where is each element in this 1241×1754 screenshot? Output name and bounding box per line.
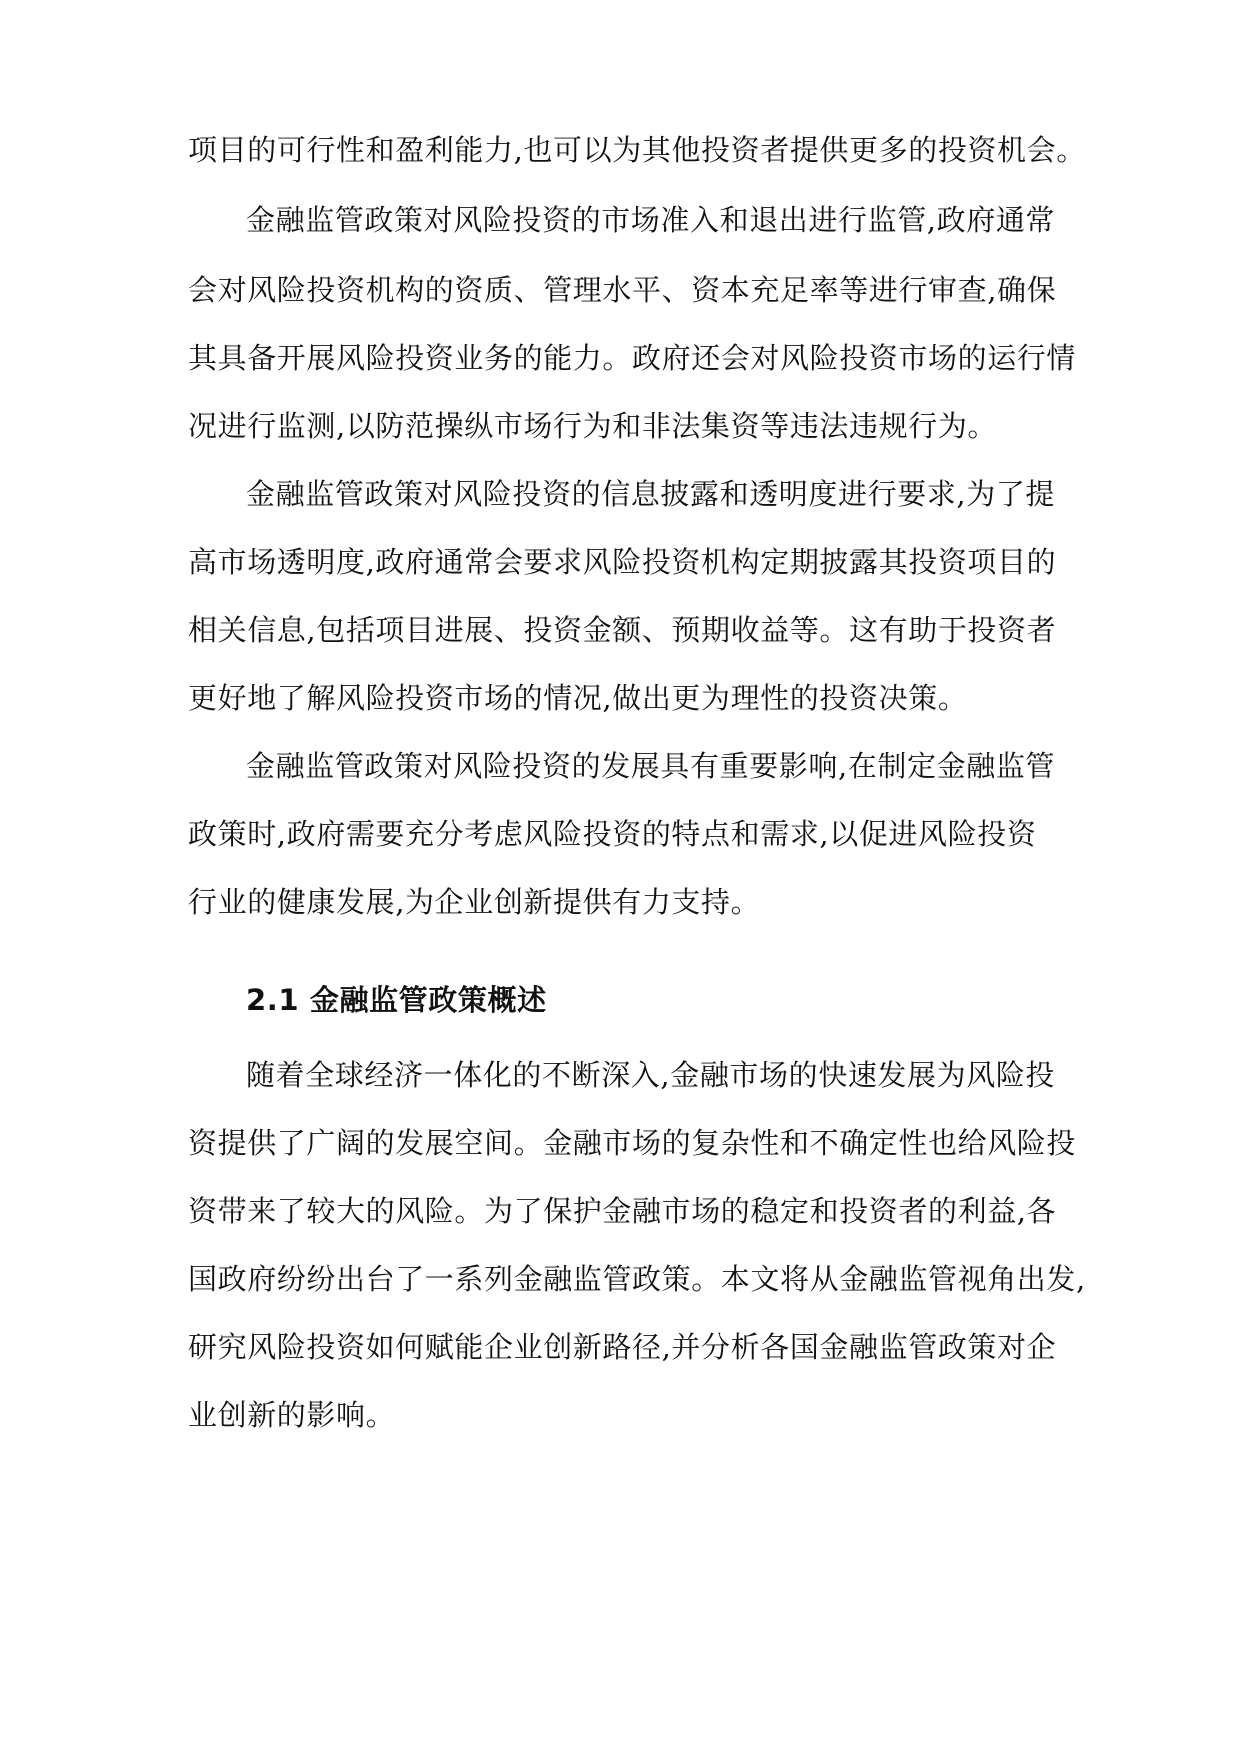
paragraph-line: 况进行监测,以防范操纵市场行为和非法集资等违法违规行为。: [188, 409, 998, 443]
paragraph-line: 资提供了广阔的发展空间。金融市场的复杂性和不确定性也给风险投: [188, 1126, 1077, 1160]
paragraph-line: 金融监管政策对风险投资的市场准入和退出进行监管,政府通常: [246, 203, 1056, 237]
paragraph-line: 金融监管政策对风险投资的信息披露和透明度进行要求,为了提: [246, 477, 1056, 511]
paragraph-line: 相关信息,包括项目进展、投资金额、预期收益等。这有助于投资者: [188, 613, 1057, 647]
paragraph-line: 行业的健康发展,为企业创新提供有力支持。: [188, 885, 761, 919]
section-heading: 2.1 金融监管政策概述: [246, 983, 547, 1017]
paragraph-line: 国政府纷纷出台了一系列金融监管政策。本文将从金融监管视角出发,: [188, 1262, 1086, 1296]
paragraph-line: 业创新的影响。: [188, 1398, 396, 1432]
paragraph-line: 项目的可行性和盈利能力,也可以为其他投资者提供更多的投资机会。: [188, 133, 1086, 167]
paragraph-line: 会对风险投资机构的资质、管理水平、资本充足率等进行审查,确保: [188, 273, 1057, 307]
paragraph-line: 随着全球经济一体化的不断深入,金融市场的快速发展为风险投: [246, 1058, 1056, 1092]
paragraph-line: 更好地了解风险投资市场的情况,做出更为理性的投资决策。: [188, 681, 968, 715]
paragraph-line: 资带来了较大的风险。为了保护金融市场的稳定和投资者的利益,各: [188, 1194, 1057, 1228]
paragraph-line: 金融监管政策对风险投资的发展具有重要影响,在制定金融监管: [246, 749, 1056, 783]
paragraph-line: 政策时,政府需要充分考虑风险投资的特点和需求,以促进风险投资: [188, 817, 1037, 851]
paragraph-line: 高市场透明度,政府通常会要求风险投资机构定期披露其投资项目的: [188, 545, 1057, 579]
paragraph-line: 其具备开展风险投资业务的能力。政府还会对风险投资市场的运行情: [188, 341, 1077, 375]
paragraph-line: 研究风险投资如何赋能企业创新路径,并分析各国金融监管政策对企: [188, 1330, 1057, 1364]
